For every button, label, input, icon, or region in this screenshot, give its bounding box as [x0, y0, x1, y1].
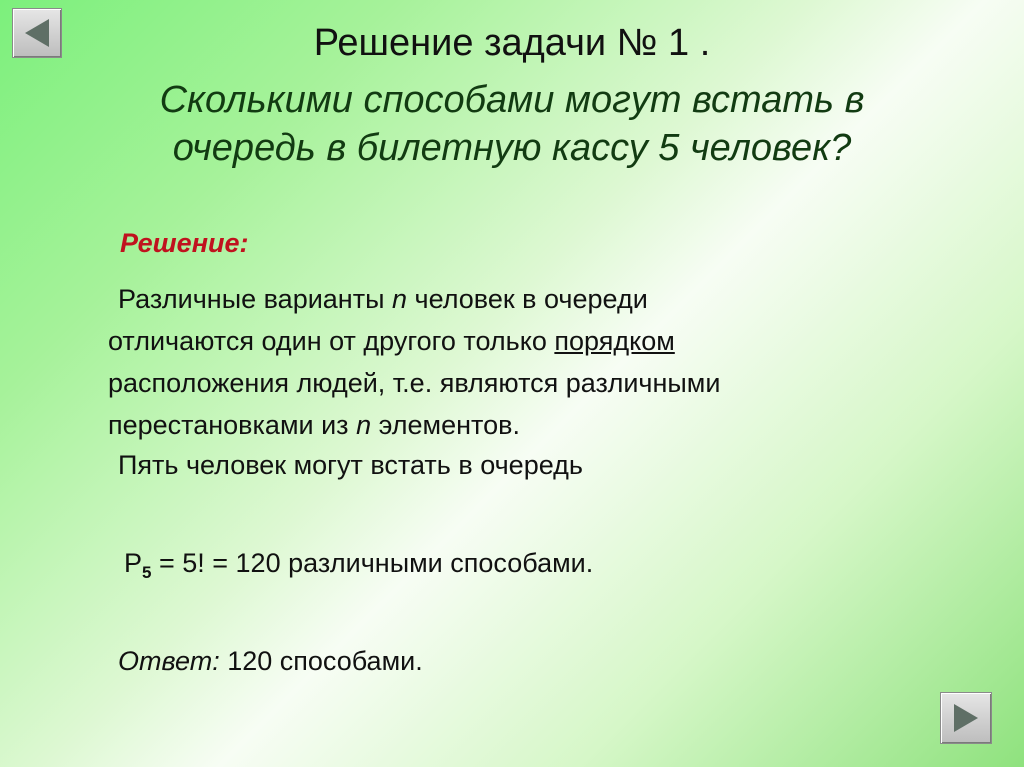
explanation-paragraph	[108, 278, 908, 446]
explanation-text: перестановками из	[108, 410, 357, 440]
slide-title: Решение задачи № 1 .	[313, 22, 711, 64]
underlined-term: порядком	[554, 326, 675, 356]
formula-symbol: P	[124, 548, 143, 578]
problem-statement-line-1: Сколькими способами могут встать в	[159, 79, 865, 121]
explanation-text: человек в очереди	[407, 284, 648, 314]
explanation-text: отличаются один от другого только	[108, 326, 555, 356]
problem-statement	[0, 76, 1024, 172]
statement-line: Пять человек могут встать в очередь	[118, 450, 583, 480]
answer-line	[118, 646, 423, 677]
formula-subscript: 5	[142, 563, 152, 582]
explanation-text: Различные варианты	[118, 284, 392, 314]
explanation-text: элементов.	[371, 410, 520, 440]
explanation-text: расположения людей, т.е. являются различными	[108, 368, 721, 398]
answer-value: 120 способами.	[219, 646, 423, 676]
solution-label: Решение:	[120, 228, 249, 258]
permutation-formula	[124, 548, 593, 583]
problem-statement-line-2: очередь в билетную кассу 5 человек?	[172, 127, 852, 169]
answer-label: Ответ:	[118, 646, 220, 676]
formula-rest: = 5! = 120 различными способами.	[151, 548, 594, 578]
variable-n: n	[356, 410, 372, 440]
triangle-right-icon	[954, 704, 978, 732]
next-slide-button[interactable]	[940, 692, 992, 744]
variable-n: n	[392, 284, 408, 314]
